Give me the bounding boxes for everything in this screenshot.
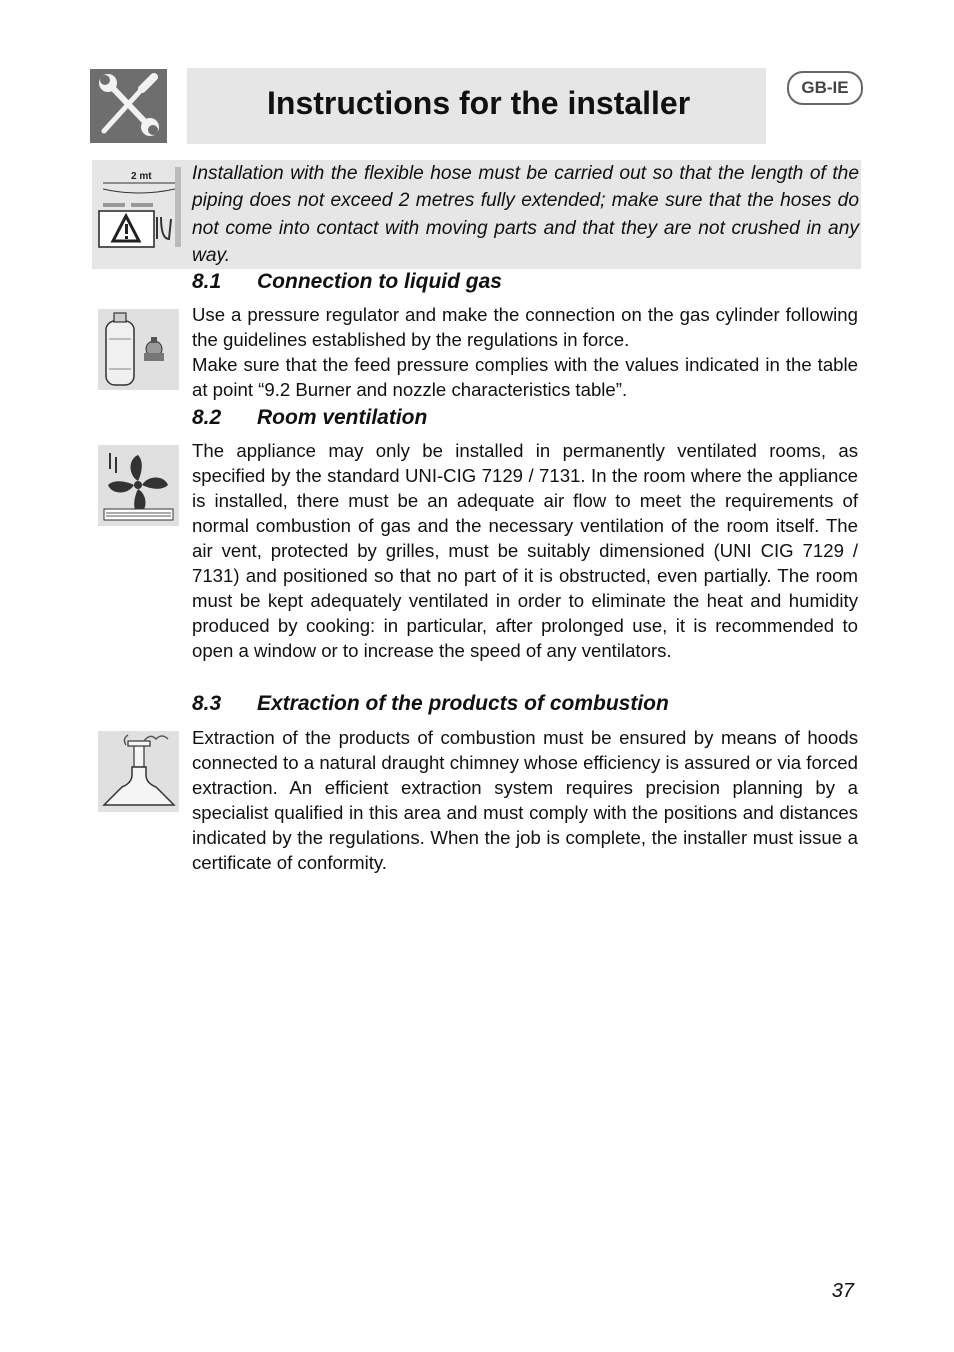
section-title: Room ventilation	[257, 406, 428, 429]
page-number: 37	[831, 1280, 854, 1302]
paragraph: Use a pressure regulator and make the connection on the gas cylinder following the guidelines established by the regulations in force.	[192, 304, 858, 350]
paragraph: Extraction of the products of combustion must be ensured by means of hoods connected to a natural draught chimney whose efficiency is assured or via forced extraction. An efficient extraction system requires precision planning by a specialist qualified in this area and must comply with the positions and distances indicated by the regulations. When the job is complete, the installer must issue a certificate of conformity.	[192, 727, 858, 873]
section-title: Connection to liquid gas	[257, 270, 502, 293]
section-number: 8.1	[192, 270, 222, 293]
hose-length-label: 2 mt	[131, 171, 152, 182]
fan-vent-icon	[98, 445, 179, 526]
section-body-8-3	[192, 725, 858, 875]
hose-warning-block	[92, 160, 861, 269]
gas-cylinder-icon	[98, 309, 179, 390]
hose-warning-text: Installation with the flexible hose must be carried out so that the length of the piping does not exceed 2 metres fully extended; make sure that the hoses do not come into contact with moving parts and that they are not crushed in any way.	[192, 163, 859, 266]
section-heading-8-3	[192, 692, 669, 716]
section-body-8-2	[192, 438, 858, 663]
region-badge: GB-IE	[787, 71, 863, 105]
paragraph: Make sure that the feed pressure complies with the values indicated in the table at point “9.2 Burner and nozzle characteristics table”.	[192, 354, 858, 400]
tools-icon	[90, 69, 167, 143]
header-bar	[187, 68, 766, 144]
hose-warning-icon	[95, 163, 183, 249]
section-body-8-1	[192, 302, 858, 402]
section-number: 8.2	[192, 406, 222, 429]
page-title: Instructions for the installer	[267, 85, 691, 121]
extractor-hood-icon	[98, 731, 179, 812]
section-number: 8.3	[192, 692, 222, 715]
section-heading-8-1	[192, 270, 502, 294]
section-title: Extraction of the products of combustion	[257, 692, 669, 715]
paragraph: The appliance may only be installed in permanently ventilated rooms, as specified by the standard UNI-CIG 7129 / 7131. In the room where the appliance is installed, there must be an adequate air flow to meet the requirements of normal combustion of gas and the necessary ventilation of the room itself. The air vent, protected by grilles, must be suitably dimensioned (UNI CIG 7129 / 7131) and positioned so that no part of it is obstructed, even partially. The room must be kept adequately ventilated in order to eliminate the heat and humidity produced by cooking: in particular, after prolonged use, it is recommended to open a window or to increase the speed of any ventilators.	[192, 440, 858, 661]
section-heading-8-2	[192, 406, 427, 430]
